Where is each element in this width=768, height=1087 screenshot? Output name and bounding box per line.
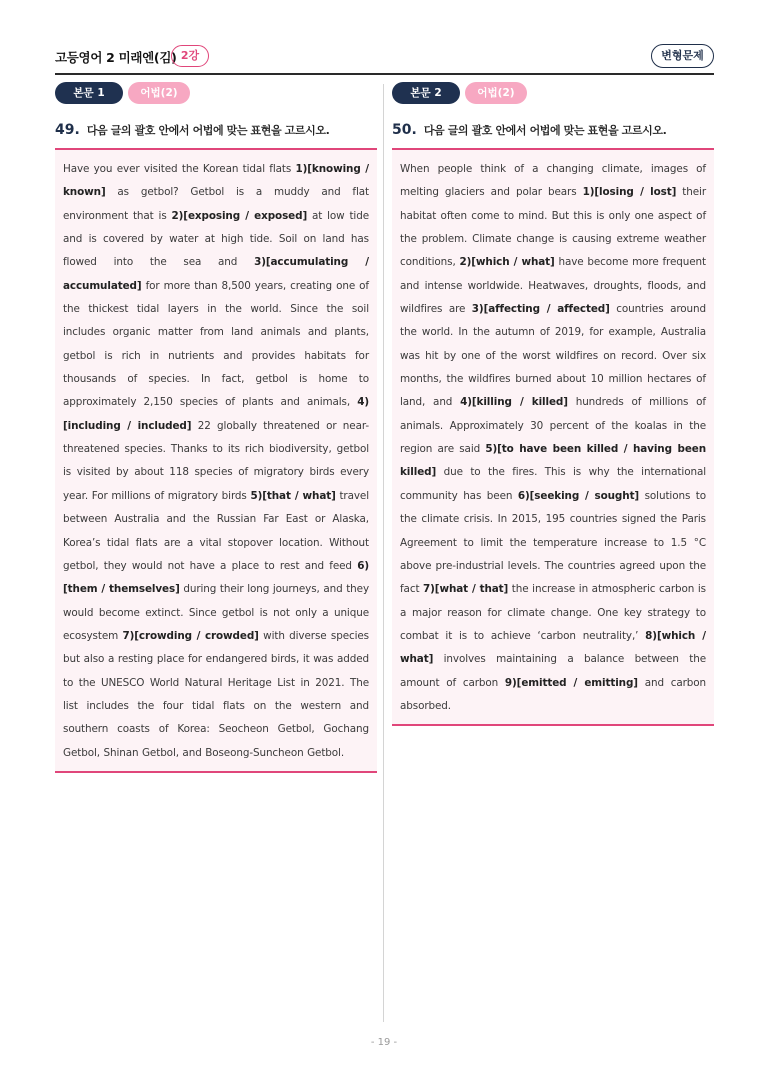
- question-number: 49.: [55, 122, 80, 138]
- answer-choice: 2)[which / what]: [459, 256, 555, 269]
- question-number: 50.: [392, 122, 417, 138]
- page-header: [55, 40, 714, 76]
- passage-run: due to the fires. This is why the international community has been: [400, 466, 706, 502]
- passage-run: travel between Australia and the Russian Far East or Alaska, Korea’s tidal flats are a vital stopover location. Without getbol, they would not have a place to rest and feed: [63, 489, 369, 572]
- tag-row: [55, 82, 377, 106]
- answer-choice: 5)[to have been killed / having been killed]: [400, 443, 707, 479]
- question-heading: [55, 122, 377, 140]
- question-text: 다음 글의 괄호 안에서 어법에 맞는 표현을 고르시오.: [86, 124, 330, 137]
- column-left: [55, 82, 377, 773]
- passage-run: with diverse species but also a resting place for endangered birds, it was added to the UNESCO World Natural Heritage List in 2021. The list includes the four tidal flats on the western and southern coasts of Korea: Seocheon Getbol, Gochang Getbol, Shinan Getbol, and Boseong-Suncheon Getbol.: [63, 629, 369, 759]
- passage-run: solutions to the climate crisis. In 2015, 195 countries signed the Paris Agreement to limit the temperature increase to 1.5 °C above pre-industrial levels. The countries agreed upon the fact: [400, 489, 706, 596]
- page-number: - 19 -: [370, 1037, 398, 1048]
- passage-tag: 본문 1: [55, 82, 123, 104]
- passage-run: the increase in atmospheric carbon is a major reason for climate change. One key strategy to combat it is to achieve ‘carbon neutrality,’: [400, 583, 706, 642]
- answer-choice: 3)[affecting / affected]: [471, 303, 610, 316]
- answer-choice: 1)[losing / lost]: [582, 186, 677, 199]
- answer-choice: 6)[them / themselves]: [63, 559, 369, 596]
- book-title: 고등영어 2 미래엔(김): [55, 50, 177, 65]
- tag-row: [392, 82, 714, 106]
- passage-run: countries around the world. In the autumn of 2019, for example, Australia was hit by one of the worst wildfires on record. Over six months, the wildfires burned about 10 million hectares of land, and: [400, 303, 707, 409]
- question-text: 다음 글의 괄호 안에서 어법에 맞는 표현을 고르시오.: [423, 124, 667, 137]
- passage-run: When people think of a changing climate, images of melting glaciers and polar bears: [400, 163, 706, 199]
- answer-choice: 4)[including / included]: [63, 396, 369, 432]
- column-divider: [383, 84, 384, 1022]
- passage-text: [400, 158, 706, 718]
- passage-box: [55, 148, 377, 773]
- passage-tag: 본문 2: [392, 82, 460, 104]
- passage-run: have become more frequent and intense worldwide. Heatwaves, droughts, floods, and wildfires are: [400, 256, 706, 316]
- category-tag: 어법(2): [465, 82, 527, 104]
- column-right: [392, 82, 714, 726]
- answer-choice: 2)[exposing / exposed]: [171, 209, 308, 222]
- answer-choice: 7)[what / that]: [423, 583, 509, 596]
- answer-choice: 6)[seeking / sought]: [517, 489, 640, 502]
- passage-run: hundreds of millions of animals. Approximately 30 percent of the koalas in the region are said: [400, 396, 706, 456]
- passage-run: 22 globally threatened or near-threatened species. Thanks to its rich biodiversity, getbol is visited by about 118 species of migratory birds every year. For millions of migratory birds: [63, 419, 369, 502]
- passage-run: at low tide and is covered by water at high tide. Soil on land has flowed into the sea and: [63, 209, 369, 269]
- passage-run: and carbon absorbed.: [400, 676, 706, 712]
- answer-choice: 8)[which / what]: [400, 629, 707, 666]
- passage-run: as getbol? Getbol is a muddy and flat environment that is: [63, 186, 369, 222]
- type-badge: 변형문제: [651, 44, 714, 68]
- header-rule: [55, 73, 714, 75]
- answer-choice: 1)[knowing / known]: [63, 163, 369, 199]
- passage-text: [63, 158, 369, 765]
- answer-choice: 4)[killing / killed]: [460, 396, 568, 409]
- answer-choice: 7)[crowding / crowded]: [122, 629, 259, 642]
- passage-run: during their long journeys, and they would become extinct. Since getbol is not only a unique ecosystem: [63, 583, 369, 642]
- passage-box: [392, 148, 714, 726]
- question-heading: [392, 122, 714, 140]
- passage-run: involves maintaining a balance between the amount of carbon: [400, 653, 706, 689]
- passage-run: their habitat often come to mind. But this is only one aspect of the problem. Climate change is causing extreme weather conditions,: [400, 186, 706, 269]
- lesson-badge: 2강: [171, 45, 209, 67]
- answer-choice: 5)[that / what]: [250, 489, 336, 502]
- passage-run: for more than 8,500 years, creating one of the thickest tidal layers in the world. Since the soil includes organic matter from land animals and plants, getbol is rich in nutrients and provides habitats for thousands of species. In fact, getbol is home to approximately 2,150 species of plants and animals,: [63, 279, 369, 409]
- answer-choice: 9)[emitted / emitting]: [504, 676, 638, 689]
- passage-run: Have you ever visited the Korean tidal flats: [63, 163, 296, 175]
- answer-choice: 3)[accumulating / accumulated]: [63, 256, 369, 292]
- category-tag: 어법(2): [128, 82, 190, 104]
